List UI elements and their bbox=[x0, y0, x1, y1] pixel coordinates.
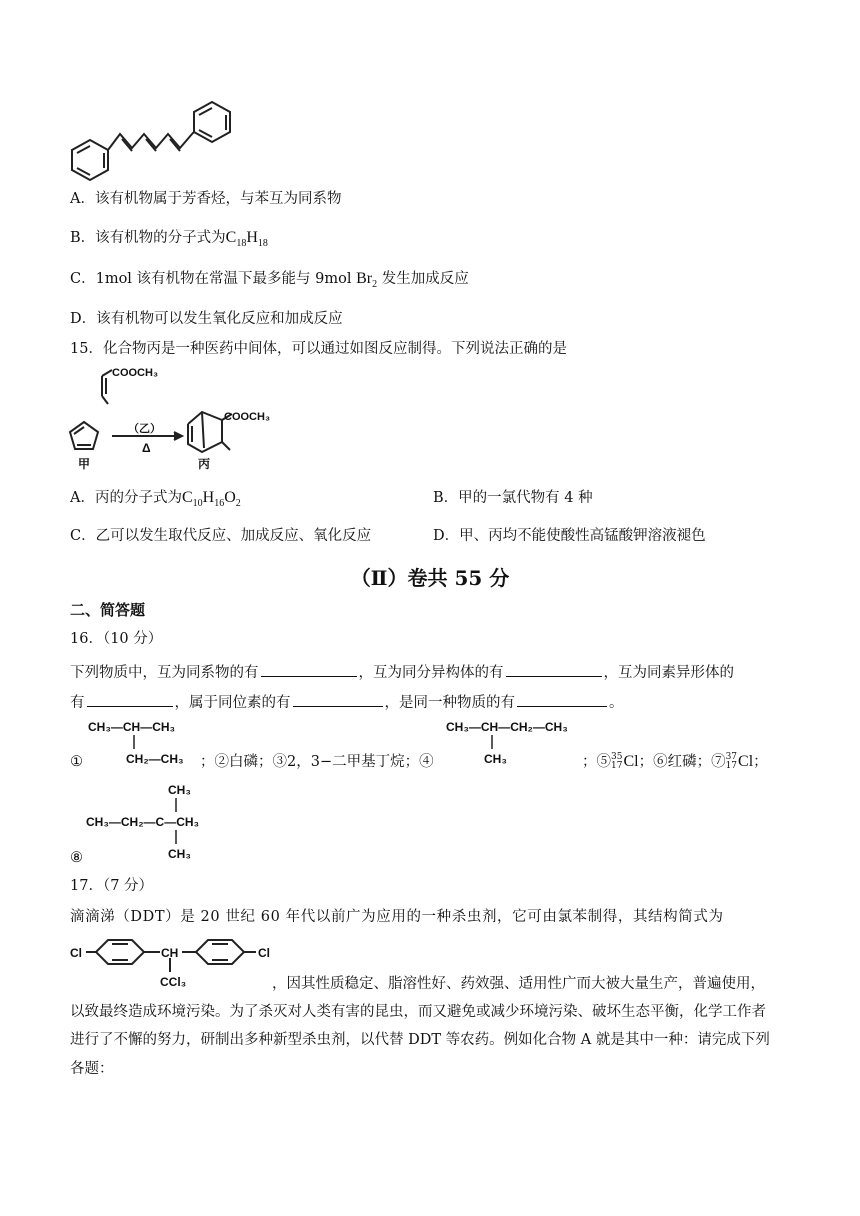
q14-option-c bbox=[70, 269, 469, 295]
q14-option-c-text: C．1mol 该有机物在常温下最多能与 9mol bbox=[70, 271, 352, 287]
q15-arrow-label-bottom: Δ bbox=[142, 441, 151, 455]
q14-option-b bbox=[70, 228, 268, 254]
svg-text:CH₃: CH₃ bbox=[168, 783, 191, 797]
svg-text:CH₃—CH₂—C—CH₃: CH₃—CH₂—C—CH₃ bbox=[86, 815, 200, 829]
q17-line4: 进行了不懈的努力，研制出多种新型杀虫剂，以代替 DDT 等农药。例如化合物 A 就是其中一种：请完成下列 bbox=[70, 1032, 770, 1048]
q14-option-a: A．该有机物属于芳香烃，与苯互为同系物 bbox=[70, 191, 342, 207]
q17-number: 17．（7 分） bbox=[70, 878, 154, 894]
q15-label-bing: 丙 bbox=[198, 457, 211, 471]
q15-option-c: C．乙可以发生取代反应、加成反应、氧化反应 bbox=[70, 528, 372, 544]
q15-product-group: COOCH₃ bbox=[224, 411, 271, 423]
q16-items-5-7: ；⑤ 35 17 Cl；⑥红磷；⑦ 37 17 Cl； bbox=[582, 752, 768, 771]
q17-line1: 滴滴涕（DDT）是 20 世纪 60 年代以前广为应用的一种杀虫剂，它可由氯苯制得，其结构简式为 bbox=[70, 909, 724, 925]
q15-reagent-group: COOCH₃ bbox=[112, 367, 159, 379]
section-title: 二、简答题 bbox=[70, 601, 146, 619]
isotope-cl37: 37 17 bbox=[725, 752, 738, 771]
q15-option-a-text: A．丙的分子式为 bbox=[70, 490, 182, 506]
answer-blank-allotrope[interactable] bbox=[87, 690, 173, 707]
svg-text:CH₂—CH₃: CH₂—CH₃ bbox=[126, 752, 184, 766]
part2-title: （Ⅱ）卷共 55 分 bbox=[350, 566, 510, 590]
q14-option-c-suffix: 发生加成反应 bbox=[381, 271, 469, 287]
svg-text:CH₃: CH₃ bbox=[168, 847, 191, 861]
q15-option-b: B．甲的一氯代物有 4 种 bbox=[433, 490, 593, 506]
q15-arrow-label-top: （乙） bbox=[128, 423, 161, 435]
isotope-cl35: 35 17 bbox=[611, 752, 623, 771]
q17-line5: 各题： bbox=[70, 1061, 114, 1077]
svg-text:CH: CH bbox=[161, 946, 179, 960]
svg-text:Cl: Cl bbox=[258, 946, 270, 960]
q14-structure bbox=[62, 90, 252, 185]
answer-blank-isotope[interactable] bbox=[293, 690, 383, 707]
q16-item1-label: ① bbox=[70, 754, 83, 770]
q16-item1-structure bbox=[86, 715, 206, 771]
svg-text:CH₃—CH—CH₃: CH₃—CH—CH₃ bbox=[88, 720, 176, 734]
q16-line2: 有 ，属于同位素的有 ，是同一种物质的有 。 bbox=[70, 690, 624, 713]
svg-text:Cl: Cl bbox=[70, 946, 82, 960]
q17-ddt-structure bbox=[70, 930, 280, 992]
q15-stem: 15．化合物丙是一种医药中间体，可以通过如图反应制得。下列说法正确的是 bbox=[70, 341, 567, 357]
q17-line3: 以致最终造成环境污染。为了杀灭对人类有害的昆虫，而又避免或减少环境污染、破坏生态平衡，化学工作者 bbox=[70, 1004, 766, 1020]
q16-line1: 下列物质中，互为同系物的有 ，互为同分异构体的有 ，互为同素异形体的 bbox=[70, 660, 734, 683]
svg-text:CCl₃: CCl₃ bbox=[160, 975, 187, 989]
q14-option-b-text: B．该有机物的分子式为 bbox=[70, 230, 226, 246]
q15-formula: $C_{10}H_{16}O_2$ bbox=[181, 489, 241, 510]
q15-label-jia: 甲 bbox=[78, 457, 91, 471]
answer-blank-homolog[interactable] bbox=[261, 660, 357, 677]
q14-formula: $C_{18}H_{18}$ bbox=[225, 229, 268, 250]
svg-text:CH₃—CH—CH₂—CH₃: CH₃—CH—CH₂—CH₃ bbox=[446, 720, 568, 734]
q15-reaction-scheme bbox=[62, 362, 292, 474]
q16-item8-structure bbox=[86, 778, 236, 864]
q16-item4-structure bbox=[444, 715, 594, 771]
q17-line2: ，因其性质稳定、脂溶性好、药效强、适用性广而大被大量生产，普遍使用， bbox=[272, 976, 765, 992]
q16-number: 16．（10 分） bbox=[70, 631, 163, 647]
q15-option-d: D．甲、丙均不能使酸性高锰酸钾溶液褪色 bbox=[433, 528, 706, 544]
q15-option-a bbox=[70, 488, 241, 514]
q16-item8-label: ⑧ bbox=[70, 850, 83, 866]
q16-items-2-4: ；②白磷；③2，3−二甲基丁烷；④ bbox=[200, 754, 434, 770]
svg-text:CH₃: CH₃ bbox=[484, 752, 507, 766]
answer-blank-same-substance[interactable] bbox=[517, 690, 607, 707]
answer-blank-isomer[interactable] bbox=[506, 660, 602, 677]
q14-option-d: D．该有机物可以发生氧化反应和加成反应 bbox=[70, 311, 343, 327]
q14-bromine: $Br_2$ bbox=[356, 270, 378, 291]
